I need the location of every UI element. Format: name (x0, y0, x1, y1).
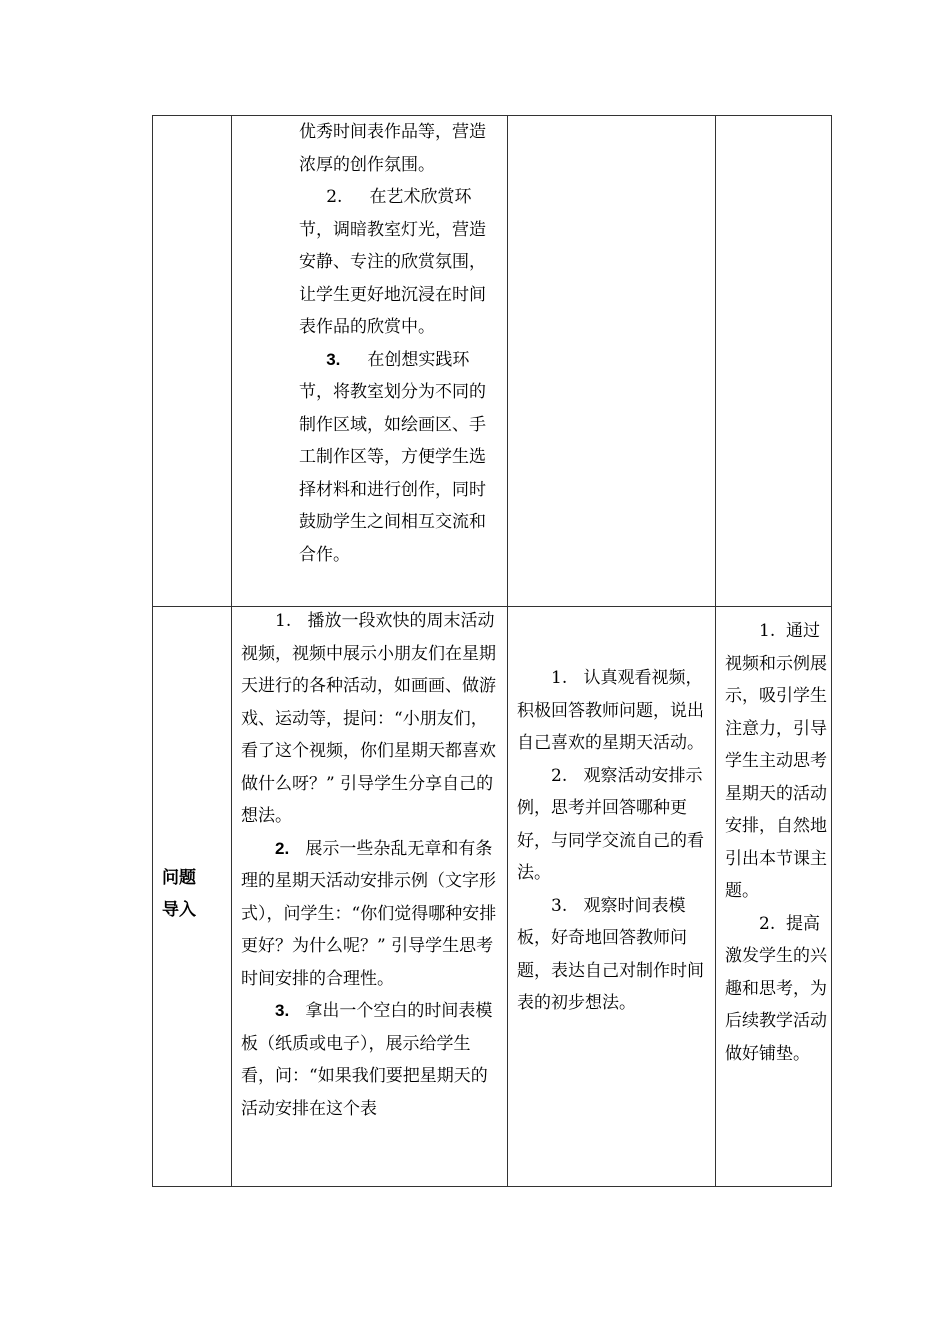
column-divider (507, 116, 508, 1186)
item-text: 认真观看视频，积极回答教师问题，说出自己喜欢的星期天活动。 (517, 668, 704, 753)
item-text: 播放一段欢快的周末活动视频，视频中展示小朋友们在星期天进行的各种活动，如画画、做游戏、运动等，提问：“小朋友们，看了这个视频，你们星期天都喜欢做什么呀？” 引导学生分享自己的想法。 (241, 611, 496, 826)
item-text: 在艺术欣赏环节，调暗教室灯光，营造安静、专注的欣赏氛围，让学生更好地沉浸在时间表作品的欣赏中。 (299, 187, 486, 337)
student-item-2 (517, 760, 711, 890)
intent-item-2 (725, 908, 827, 1071)
row1-teacher-activity-cell (299, 116, 495, 606)
item-number: 1. (275, 611, 292, 631)
row2-stage-cell (162, 862, 228, 926)
row1-stage-cell (153, 116, 231, 606)
item-text: 提高激发学生的兴趣和思考，为后续教学活动做好铺垫。 (725, 913, 827, 1064)
teacher-item-3 (299, 344, 495, 572)
item-number: 1. (551, 668, 568, 688)
lesson-plan-table (152, 115, 832, 1187)
student-item-3 (517, 890, 711, 1020)
item-number: 2. (759, 913, 776, 934)
item-number: 1. (759, 621, 776, 641)
continued-text: 优秀时间表作品等，营造浓厚的创作氛围。 (299, 122, 486, 175)
column-divider (231, 116, 232, 1186)
teacher-item-3 (241, 995, 503, 1125)
row2-teacher-activity-cell (241, 605, 503, 1185)
column-divider (715, 116, 716, 1186)
item-number: 2. (326, 187, 343, 207)
teacher-item-1 (241, 605, 503, 833)
teacher-item-2 (299, 181, 495, 344)
teacher-item-2 (241, 833, 503, 996)
item-text: 拿出一个空白的时间表模板（纸质或电子），展示给学生看，问：“如果我们要把星期天的活动安排在这个表 (241, 1001, 493, 1119)
item-text: 观察时间表模板，好奇地回答教师问题，表达自己对制作时间表的初步想法。 (517, 895, 704, 1013)
row1-design-intent-cell (717, 116, 831, 606)
intent-item-1 (725, 615, 827, 908)
row2-student-activity-cell (517, 662, 711, 1142)
item-number: 3. (326, 349, 341, 369)
item-text: 观察活动安排示例，思考并回答哪种更好，与同学交流自己的看法。 (517, 765, 704, 883)
item-text: 通过视频和示例展示，吸引学生注意力，引导学生主动思考星期天的活动安排，自然地引出本节课主题。 (725, 621, 827, 901)
item-number: 2. (275, 838, 290, 858)
student-item-1 (517, 662, 711, 760)
row1-student-activity-cell (509, 116, 715, 606)
item-text: 在创想实践环节，将教室划分为不同的制作区域，如绘画区、手工制作区等，方便学生选择材料和进行创作，同时鼓励学生之间相互交流和合作。 (299, 349, 486, 565)
row2-design-intent-cell (725, 615, 827, 1135)
item-number: 2. (551, 765, 568, 786)
item-text: 展示一些杂乱无章和有条理的星期天活动安排示例（文字形式），问学生：“你们觉得哪种安排更好？为什么呢？” 引导学生思考时间安排的合理性。 (241, 838, 497, 989)
item-number: 3. (551, 895, 568, 916)
stage-label-line1: 问题 (162, 868, 196, 888)
stage-label-line2: 导入 (162, 900, 196, 920)
item-number: 3. (275, 1001, 290, 1020)
